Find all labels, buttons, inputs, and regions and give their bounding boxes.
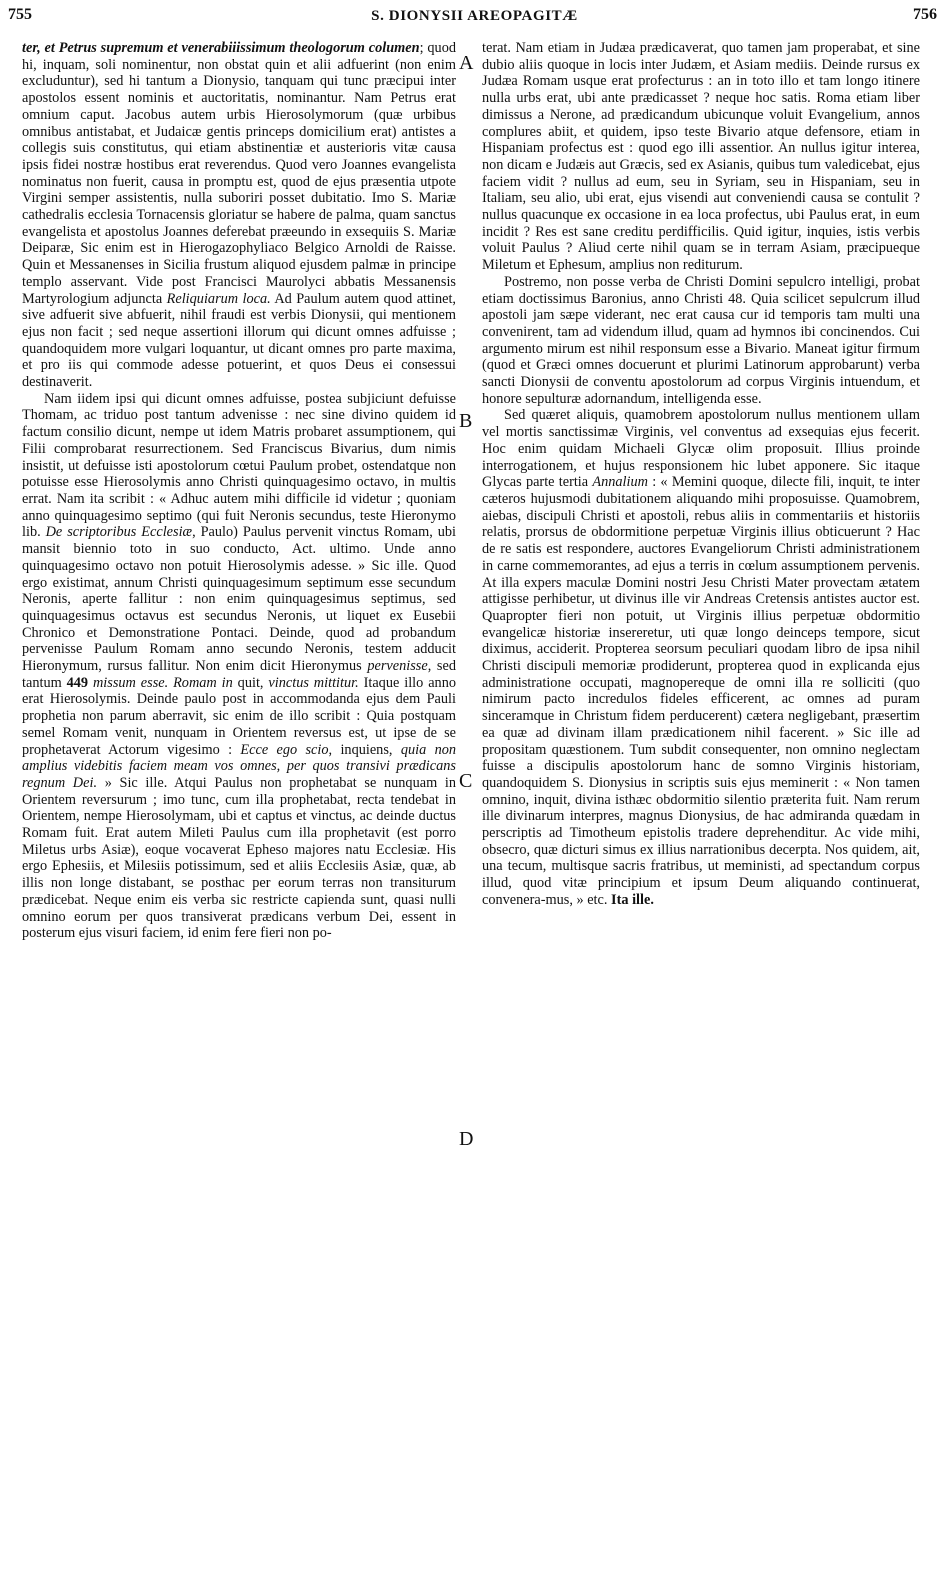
italic-run: De scriptoribus Ecclesiæ: [45, 524, 193, 541]
italic-lead: ter, et Petrus supremum et venerabiiissimum theologorum columen: [22, 40, 420, 56]
right-paragraph-1: [482, 40, 920, 274]
left-paragraph-1: [22, 40, 456, 391]
right-paragraph-3: [482, 407, 920, 908]
left-page-number: 755: [8, 6, 32, 23]
italic-run: pervenisse: [367, 658, 428, 675]
text-run: , inquiens,: [328, 741, 401, 758]
text-run: : « Memini quoque, dilecte fili, inquit, te inter cæteros hujusmodi dubitationem aliquando mihi proposuisse. Quamobrem, aiebas, discipuli Christi et apostoli, rebus aliis in commentariis et historiis relatis, prorsus de obdormitione perpetuæ Virginis illius obticuerunt ? Hac de re satis est respondere, auctores Evangeliorum Christi administrationem in carne commemorantes, ad ejus a terris in cœlum assumptionem pervenis. At illa expers maculæ Domini nostri Jesu Christi Mater provectam ætatem attigisse perhibetur, ut divinus ille vir Andreas Cretensis antistes auctor est. Quapropter fieri non potuit, ut Virginis illius perpetuæ obdormitio evangelicæ historiæ insereretur, uti quæ longo deinceps tempore, sicut diximus, acciderit. Propterea seorsum peculiari quodam libro de ipsa nihil Christi discipuli memoriæ prodiderunt, propterea quod in explicanda ejus administratione occupati, magnopereque de omni illa re solliciti (quo nimirum pacto incredulos fideles efficerent, ac omnes ad puram sinceramque in Christum fidem perducerent) cætera negligebant, præsertim ea quæ ad divinam illam prædicationem nihil facerent. » Sic ille ad propositam quæstionem. Tum subdit consequenter, non omnino neglectam fuisse a discipulis apostolorum hanc de somno Virginis historiam, quandoquidem S. Dionysius in scriptis suis ejus meminerit : « Non tamen omnino, inquit, divina isthæc obdormitio silentio præterita fuit. Nam rerum ille divinarum interpres, magnus Dionysius, de hac admiranda quædam in perscriptis ad Timotheum epistolis tradere deprehenditur. Ac vide mihi, obsecro, quæ dicturi simus ex illius narrationibus decerpta. Nos quidem, ait, una tecum, multisque sacris fratribus, ut meministi, ad spectandum corpus illud, quod vitæ principium et ipsum Deum aliquando continuerat, convenera-: [482, 474, 920, 908]
text-run: Nam iidem ipsi qui dicunt omnes adfuisse, postea subjiciunt defuisse Thomam, ac triduo post tantum advenisse : nec sine divino quidem id factum consilio dicunt, nempe ut idem Matris probaret assumptionem, qui Filii comprobarat resurrectionem. Sed Franciscus Bivarius, dum nimis insistit, ut defuisse isti apostolorum cœtui Paulum probet, ostendatque non potuisse esse Hierosolymis anno Christi quinquagesimo octavo, in multis errat. Nam ita scribit : « Adhuc autem mihi difficile id videtur ; quoniam anno quinquagesimo septimo (qui fuit Neronis secundus, teste Hieronymo lib.: [22, 390, 456, 541]
italic-run: quia non amplius videbitis faciem meam vos omnes, per quos transivi prædicans regnum Dei.: [22, 741, 456, 791]
text-run: Itaque illo anno erat Hierosolymis. Deinde paulo post in accommodanda ejus dem Pauli prophetia non parum aberravit, sic enim de illo scribit : Quia postquam semel Romam venit, nunquam in Orientem reversus est, ut ipse de se prophetaverat Actorum vigesimo :: [22, 674, 456, 758]
text-run: ; quod hi, inquam, soli nominentur, non obstat quin et alii adfuerint (non enim excluduntur), sed hi tantum a Dionysio, tanquam qui tunc præcipui inter apostolos essent nominis et auctoritatis, nominantur. Nam Petrus erat omnium caput. Jacobus autem urbis Hierosolymorum (quæ urbibus omnibus antistabat, et Judaicæ gentis princeps domicilium erat) antistes a collegis suis constitutus, qui etiam abstinentiæ et austerioris vitæ causa ipsis fidei nostræ hostibus erat reverendus. Quod vero Joannes evangelista nominatus non fuerit, causa in promptu est, quod de ejus præsentia utpote Virgini semper assistentis, nulla suboriri posset dubitatio. Imo S. Mariæ cathedralis ecclesia Tornacensis gloriatur se habere de palma, quam sanctus evangelista et apostolus Joannes deferebat præeundo in exsequiis S. Mariæ Deiparæ, Sic enim est in Hierogazophyliaco Belgico Arnoldi de Raisse. Quin et Messanenses in Sicilia frustum aliquod ejusdem palmæ in principe templo asservant. Vide post Francisci Maurolyci abbatis Messanensis Martyrologium adjuncta: [22, 40, 456, 307]
left-paragraph-2: [22, 391, 456, 942]
margin-marker-b: B: [459, 410, 473, 432]
margin-marker-c: C: [459, 770, 473, 792]
text-run: Sed quæret aliquis, quamobrem apostolorum nullus mentionem ullam vel mortis sanctissimæ Virginis, vel conventus ad exsequias ejus fecerit. Hoc enim quidam Michaeli Glycæ olim proposuit. Illius proinde interrogationem, et hujus responsionem hic lubet apponere. Sic itaque Glycas parte tertia: [482, 407, 920, 491]
italic-run: vinctus mittitur.: [268, 674, 359, 691]
page-header: [0, 0, 949, 32]
italic-run: missum esse. Romam in: [88, 674, 233, 691]
margin-marker-d: D: [459, 1128, 474, 1150]
right-paragraph-2: [482, 274, 920, 408]
text-run: Ad Paulum autem quod attinet, sive adfuerit sive abfuerit, nihil fraudi est verbis Dionysii, qui mentionem ejus non facit ; sed neque assertioni illorum qui dicunt omnes adfuisse ; quandoquidem more vulgari loquantur, ut dicant omnes pro parte maxima, et pro iis qui commode adesse potuerint, et quos Deus ei consessui destinaverit.: [22, 290, 456, 391]
margin-marker-a: A: [459, 52, 474, 74]
closing-phrase: Ita ille.: [611, 891, 654, 908]
running-title: S. DIONYSII AREOPAGITÆ: [371, 8, 578, 24]
text-run: , sed tantum: [22, 658, 456, 691]
text-run: Postremo, non posse verba de Christi Domini sepulcro intelligi, probat etiam doctissimus Baronius, anno Christi 48. Quia scilicet sepulcrum illud apostoli jam sæpe viderant, nec erat causa cur id temporis tam multi una convenirent, tam ad videndum illud, quam ad hymnos ibi concinendos. Cui argumento mirum est nihil responsum esse a Bivario. Maneat igitur firmum (quod et Græci omnes docuerunt et plurimi Latinorum approbarunt) verba sancti Dionysii de conventu apostolorum ad corpus Virginis intuendum, et honore sepulturæ adornandum, intelligenda esse.: [482, 273, 920, 407]
italic-run: Ecce ego scio: [240, 741, 329, 758]
left-column: [22, 40, 456, 1560]
italic-run: Annalium: [592, 474, 648, 491]
text-run: , Paulo) Paulus pervenit vinctus Romam, ubi mansit biennio toto in suo conducto, Act. ultimo. Unde anno quinquagesimo octavo non potuit Hierosolymis adesse. » Sic ille. Quod ergo existimat, annum Christi quinquagesimum septimum esse secundum Neronis, aperte fallitur : non enim quinquagesimus septimus, sed quinquagesimus octavus est secundus Neronis, ut liquet ex Eusebii Chronico et Demonstratione Pontaci. Deinde, quod ad probandum pervenisse Paulum Romam anno secundo Neronis, testem adducit Hieronymum, rursus fallitur. Non enim dicit Hieronymus: [22, 524, 456, 675]
column-number: 449: [66, 674, 89, 691]
text-run: mus, » etc.: [545, 891, 612, 908]
text-run: » Sic ille. Atqui Paulus non prophetabat se nunquam in Orientem reversurum ; imo tunc, cum illa prophetabat, recta tendebat in Orientem, nempe Hierosolymam, ubi et captus et vinctus, ac deinde ductus Romam fuit. Erat autem Mileti Paulus cum illa prophetavit (est porro Miletus urbs Asiæ), eoque vocaverat Epheso majores natu Ecclesiæ. His ergo Ephesiis, et Milesiis potissimum, sed et aliis Ecclesiis Asiæ, quæ, ab illis non longe distabant, se posthac per eorum terras non transiturum prædicebat. Neque enim eis verba sic restricte capienda sunt, quasi nulli omnino eorum per quos transiverat prædicans verbum Dei, essent in posterum ejus visuri faciem, id enim fere fieri non po-: [22, 774, 456, 942]
right-column: [482, 40, 920, 1560]
italic-run: Reliquiarum loca.: [166, 290, 271, 307]
text-run: quit,: [232, 674, 269, 691]
right-page-number: 756: [913, 6, 937, 23]
text-run: terat. Nam etiam in Judæa prædicaverat, quo tamen jam properabat, et sine dubio aliis quoque in locis inter Judæm, et Asiam mediis. Deinde rursus ex Judæa Romam usque erat profecturus : an in toto illo et tam longo itinere nulla urbs erat, ubi ante prædicasset ? neque hoc satis. Roma etiam liber dimissus a Nerone, ad prædicandum ubicunque voluit Evangelium, annos complures abiit, et quidem, ipso teste Bivario atque defensore, etiam in Hispaniam profectus est : quod ego illi assentior. An nullus igitur interea, non dicam e Judæis aut Græcis, sed ex Asianis, quibus tum valedicebat, ejus faciem vidit ? nullus ad eum, seu in Syriam, seu in Hispaniam, seu in Italiam, seu alio, ubi erat, ejus visendi aut conveniendi causa se contulit ? nullus quacunque ex occasione in ea loca profectus, ubi Paulus erat, in eum incidit ? Res est sane creditu perdifficilis. Quid igitur, inquies, istis verbis voluit Paulus ? Aliud certe nihil quam se in terram Asiam, præcipueque Miletum et Ephesum, amplius non rediturum.: [482, 40, 920, 274]
